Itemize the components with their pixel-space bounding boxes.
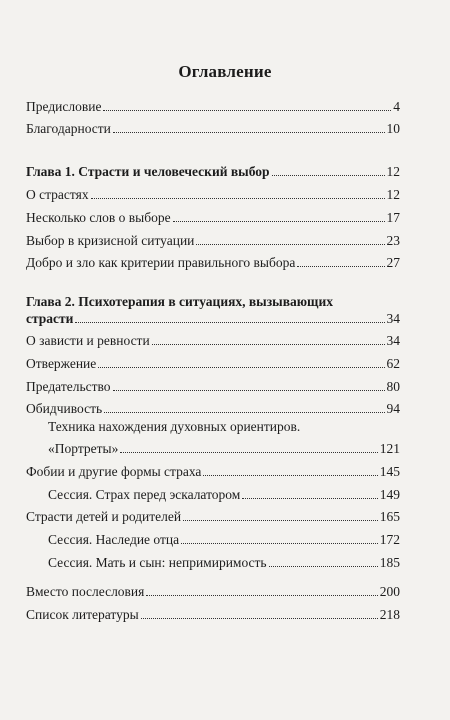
toc-entry[interactable] (26, 229, 400, 249)
dot-leader (146, 594, 377, 596)
toc-entry-label: Страсти детей и родителей (26, 509, 182, 524)
toc-entry-page: 4 (393, 99, 400, 114)
toc-subentry[interactable] (26, 437, 400, 457)
toc-entry-page: 34 (386, 333, 400, 348)
toc-chapter[interactable] (26, 307, 400, 327)
toc-entry-page: 165 (379, 509, 400, 524)
toc-entry[interactable] (26, 460, 400, 480)
toc-entry-page: 145 (379, 464, 400, 479)
toc-entry-label: Вместо послесловия (26, 584, 145, 599)
toc-entry-page: 172 (379, 532, 400, 547)
toc-subentry[interactable] (26, 528, 400, 548)
dot-leader (152, 343, 385, 345)
toc-subentry-line1: Техника нахождения духовных ориентиров. (48, 419, 301, 434)
dot-leader (98, 366, 384, 368)
toc-entry-label: «Портреты» (48, 441, 119, 456)
toc-entry-page: 62 (386, 356, 400, 371)
toc-entry[interactable] (26, 95, 400, 115)
toc-entry[interactable] (26, 206, 400, 226)
toc-entry-page: 185 (379, 555, 400, 570)
toc-entry-label: Список литературы (26, 607, 139, 622)
toc-entry-label: Фобии и другие формы страха (26, 464, 202, 479)
dot-leader (203, 474, 377, 476)
toc-entry-label: Отвержение (26, 356, 97, 371)
toc-chapter[interactable] (26, 160, 400, 180)
toc-entry-label: Несколько слов о выборе (26, 210, 171, 225)
dot-leader (183, 519, 378, 521)
dot-leader (91, 197, 385, 199)
toc-subentry[interactable] (26, 483, 400, 503)
toc-entry-label: Предательство (26, 379, 111, 394)
dot-leader (141, 617, 378, 619)
toc-entry-page: 34 (386, 311, 400, 326)
toc-entry[interactable] (26, 352, 400, 372)
toc-entry-label: Сессия. Страх перед эскалатором (48, 487, 241, 502)
dot-leader (297, 265, 384, 267)
toc-entry-label: Обидчивость (26, 401, 103, 416)
toc-entry-page: 121 (379, 441, 400, 456)
toc-entry-page: 94 (386, 401, 400, 416)
toc-entry-label: О страстях (26, 187, 89, 202)
dot-leader (75, 321, 384, 323)
toc-entry-label: Добро и зло как критерии правильного выбора (26, 255, 296, 270)
toc-entry-label: Благодарности (26, 121, 111, 136)
dot-leader (173, 220, 385, 222)
toc-entry[interactable] (26, 375, 400, 395)
toc-entry-label: Сессия. Наследие отца (48, 532, 180, 547)
toc-entry-label: страсти (26, 311, 74, 326)
toc-entry-label: Выбор в кризисной ситуации (26, 233, 195, 248)
toc-entry[interactable] (26, 580, 400, 600)
toc-entry-label: Сессия. Мать и сын: непримиримость (48, 555, 267, 570)
dot-leader (181, 542, 378, 544)
toc-entry-page: 80 (386, 379, 400, 394)
toc-chapter-line1: Глава 2. Психотерапия в ситуациях, вызывающих (26, 294, 333, 309)
dot-leader (196, 243, 384, 245)
toc-entry-page: 12 (386, 187, 400, 202)
toc-entry[interactable] (26, 505, 400, 525)
dot-leader (104, 411, 384, 413)
dot-leader (113, 131, 385, 133)
toc-entry-page: 10 (386, 121, 400, 136)
toc-entry[interactable] (26, 397, 400, 417)
toc-entry[interactable] (26, 603, 400, 623)
toc-entry-page: 12 (386, 164, 400, 179)
dot-leader (242, 497, 377, 499)
toc-entry[interactable] (26, 251, 400, 271)
toc-subentry[interactable] (26, 551, 400, 571)
dot-leader (113, 389, 385, 391)
dot-leader (269, 565, 378, 567)
toc-entry-page: 23 (386, 233, 400, 248)
dot-leader (272, 174, 385, 176)
toc-entry[interactable] (26, 329, 400, 349)
page-title: Оглавление (178, 62, 272, 81)
toc-entry-page: 27 (386, 255, 400, 270)
toc-entry-page: 218 (379, 607, 400, 622)
toc-entry-page: 149 (379, 487, 400, 502)
toc-entry-page: 17 (386, 210, 400, 225)
toc-entry[interactable] (26, 183, 400, 203)
toc-entry-label: Глава 1. Страсти и человеческий выбор (26, 164, 270, 179)
toc-entry-label: Предисловие (26, 99, 102, 114)
toc-entry[interactable] (26, 117, 400, 137)
dot-leader (120, 451, 377, 453)
toc-entry-label: О зависти и ревности (26, 333, 150, 348)
toc-entry-page: 200 (379, 584, 400, 599)
dot-leader (103, 109, 391, 111)
